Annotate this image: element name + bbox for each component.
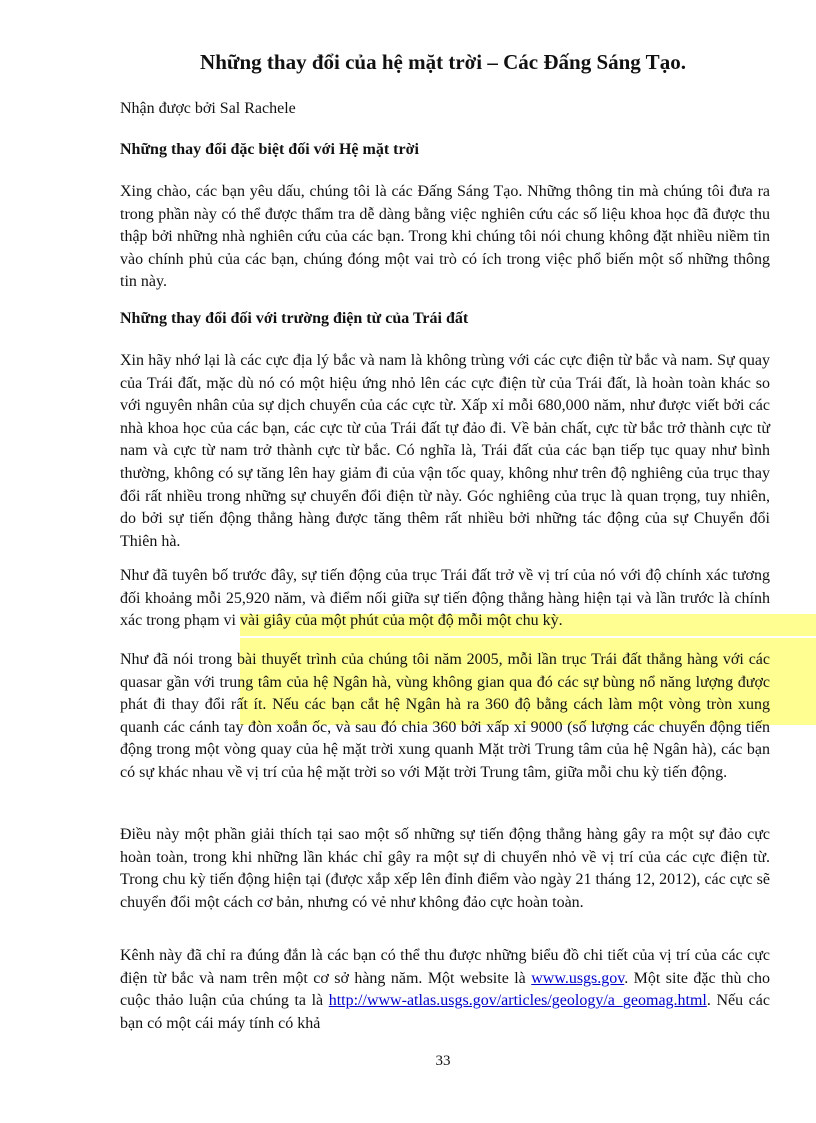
paragraph-text: . Nếu các bạn có một cái máy tính có khả: [120, 992, 770, 1032]
page-number: 33: [435, 1053, 451, 1069]
paragraph: [120, 945, 770, 1035]
paragraph: Xing chào, các bạn yêu dấu, chúng tôi là các Đấng Sáng Tạo. Những thông tin mà chúng tôi đưa ra trong phần này có thể được thẩm tra dễ dàng bằng việc nghiên cứu các số liệu khoa học đã được thu thập bởi những nhà nghiên cứu của các bạn. Trong khi chúng tôi nói chung không đặt nhiều niềm tin vào chính phủ của các bạn, chúng đóng một vai trò có ích trong việc phổ biến một số những thông tin này.: [120, 183, 770, 291]
section-heading: Những thay đổi đối với trường điện từ của Trái đất: [120, 310, 469, 327]
paragraph: Điều này một phần giải thích tại sao một số những sự tiến động thẳng hàng gây ra một sự đảo cực hoàn toàn, trong khi những lần khác chỉ gây ra một sự di chuyển nhỏ về vị trí của các cực điện từ. Trong chu kỳ tiến động hiện tại (được xắp xếp lên đỉnh điểm vào ngày 21 tháng 12, 2012), các cực sẽ chuyển đổi một cách cơ bản, nhưng có vẻ như không đảo cực hoàn toàn.: [120, 826, 770, 911]
paragraph: Xin hãy nhớ lại là các cực địa lý bắc và nam là không trùng với các cực điện từ bắc và nam. Sự quay của Trái đất, mặc dù nó có một hiệu ứng nhỏ lên các cực điện từ của Trái đất, là hoàn toàn khác so với nguyên nhân của sự dịch chuyển của các cực từ. Xấp xỉ mỗi 680,000 năm, như được viết bởi các nhà khoa học của các bạn, các cực từ của Trái đất tự đảo đi. Về bản chất, cực từ bắc trở thành cực từ nam và cực từ nam trở thành cực từ bắc. Có nghĩa là, Trái đất của các bạn tiếp tục quay như bình thường, không có sự tăng lên hay giảm đi của vận tốc quay, không như trên độ nghiêng của trục thay đổi rất nhiều trong những sự chuyển đổi điện từ này. Góc nghiêng của trục là quan trọng, tuy nhiên, do bởi sự tiến động thẳng hàng được tăng thêm rất nhiều bởi những tác động của sự Chuyển đổi Thiên hà.: [120, 352, 770, 550]
page-title: Những thay đổi của hệ mặt trời – Các Đấng Sáng Tạo.: [200, 50, 686, 74]
geomag-link[interactable]: http://www-atlas.usgs.gov/articles/geology/a_geomag.html: [328, 992, 707, 1010]
paragraph: Như đã tuyên bố trước đây, sự tiến động của trục Trái đất trở về vị trí của nó với độ chính xác tương đối khoảng mỗi 25,920 năm, và điểm nối giữa sự tiến động thẳng hàng hiện tại và lần trước là chính xác trong phạm vi vài giây của một phút của một độ mỗi một chu kỳ.: [120, 567, 770, 630]
paragraph: Như đã nói trong bài thuyết trình của chúng tôi năm 2005, mỗi lần trục Trái đất thẳng hàng với các quasar gần với trung tâm của hệ Ngân hà, vùng không gian qua đó các sự bùng nổ năng lượng được phát đi thay đổi rất ít. Nếu các bạn cắt hệ Ngân hà ra 360 độ bằng cách làm một vòng tròn xung quanh các cánh tay đòn xoắn ốc, và sau đó chia 360 bởi xấp xỉ 9000 (số lượng các chuyển động tiến động trong một vòng quay của hệ mặt trời xung quanh Mặt trời Trung tâm của hệ Ngân hà), các bạn có sự khác nhau về vị trí của hệ mặt trời so với Mặt trời Trung tâm, giữa mỗi chu kỳ tiến động.: [120, 651, 770, 781]
paragraph-text: Kênh này đã chỉ ra đúng đắn là các bạn có thể thu được những biểu đồ chi tiết của vị trí của các cực điện từ bắc và nam trên một cơ sở hàng năm. Một website là: [120, 947, 770, 987]
paragraph-text: . Một site đặc thù cho cuộc thảo luận của chúng ta là: [120, 969, 771, 1010]
author-line: Nhận được bởi Sal Rachele: [120, 100, 296, 117]
section-heading: Những thay đổi đặc biệt đối với Hệ mặt trời: [120, 141, 419, 158]
usgs-link[interactable]: www.usgs.gov: [531, 969, 625, 987]
